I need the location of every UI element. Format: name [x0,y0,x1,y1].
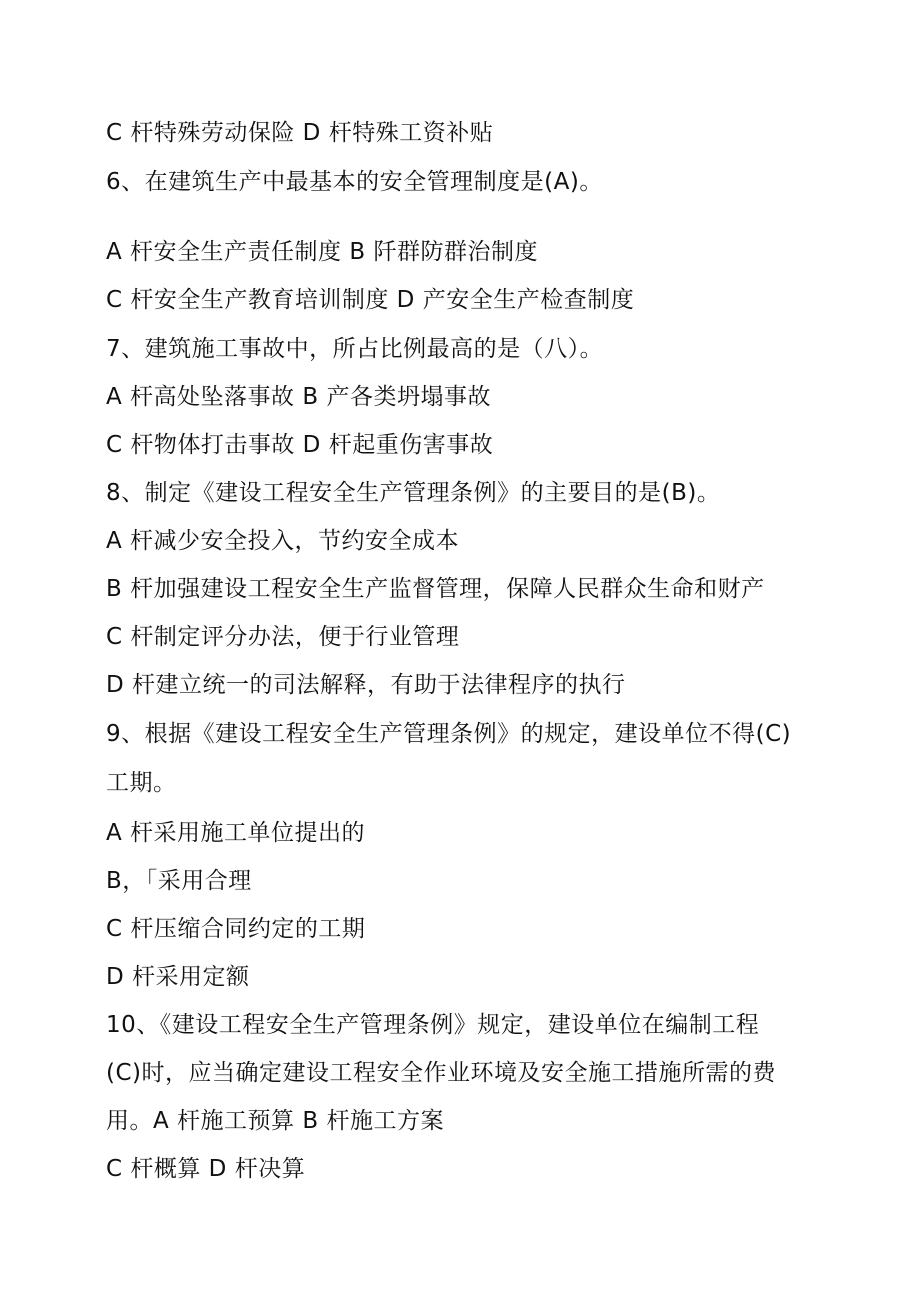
text-line-q7-options-cd: C 杆物体打击事故 D 杆起重伤害事故 [106,432,494,458]
text-line-q8-option-d: D 杆建立统一的司法解释，有助于法律程序的执行 [106,672,626,698]
text-line-q9-option-d: D 杆采用定额 [106,964,250,990]
text-line-q7-question: 7、建筑施工事故中，所占比例最高的是（八）。 [106,336,604,362]
text-line-q5-options-cd: C 杆特殊劳动保险 D 杆特殊工资补贴 [106,120,494,146]
text-line-q6-options-ab: A 杆安全生产责任制度 B 阡群防群治制度 [106,239,538,265]
text-line-q9-option-b: B，「采用合理 [106,868,252,894]
text-line-q8-option-c: C 杆制定评分办法，便于行业管理 [106,624,460,650]
text-line-q8-question: 8、制定《建设工程安全生产管理条例》的主要目的是(B)。 [106,480,721,506]
text-line-q7-options-ab: A 杆高处坠落事故 B 产各类坍塌事故 [106,384,491,410]
text-line-q10-question-cont: (C)时，应当确定建设工程安全作业环境及安全施工措施所需的费 [106,1060,777,1086]
text-line-q9-question-cont: 工期。 [106,770,177,796]
text-line-q8-option-b: B 杆加强建设工程安全生产监督管理，保障人民群众生命和财产 [106,576,765,602]
text-line-q6-options-cd: C 杆安全生产教育培训制度 D 产安全生产检查制度 [106,287,635,313]
text-line-q10-options-ab: 用。A 杆施工预算 B 杆施工方案 [106,1108,444,1134]
text-line-q9-question: 9、根据《建设工程安全生产管理条例》的规定，建设单位不得(C) [106,721,792,747]
text-line-q8-option-a: A 杆减少安全投入，节约安全成本 [106,528,460,554]
text-line-q6-question: 6、在建筑生产中最基本的安全管理制度是(A)。 [106,169,603,195]
text-line-q10-options-cd: C 杆概算 D 杆决算 [106,1156,306,1182]
text-line-q9-option-c: C 杆压缩合同约定的工期 [106,916,366,942]
text-line-q10-question: 10、《建设工程安全生产管理条例》规定，建设单位在编制工程 [106,1012,760,1038]
text-line-q9-option-a: A 杆采用施工单位提出的 [106,820,366,846]
